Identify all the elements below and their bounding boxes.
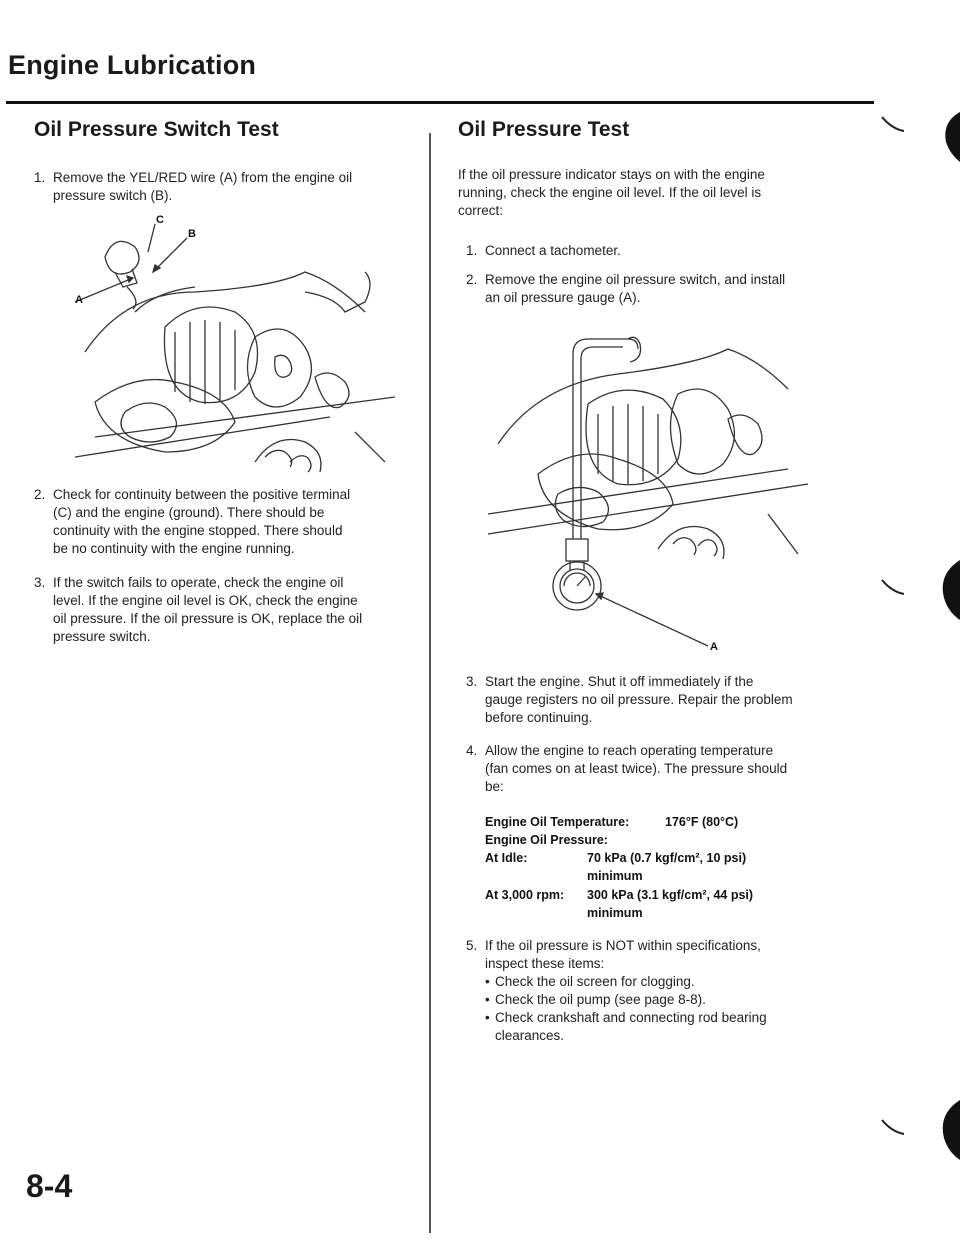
step-number: 2.: [34, 487, 46, 502]
step-number: 5.: [466, 938, 478, 953]
step-number: 1.: [34, 170, 46, 185]
step-number: 4.: [466, 743, 478, 758]
callout-a: A: [710, 641, 718, 653]
step-line: Remove the YEL/RED wire (A) from the engine oil: [53, 170, 353, 185]
binding-tab-mark: [880, 560, 960, 620]
step-line: oil pressure. If the oil pressure is OK, replace the oil: [53, 611, 363, 626]
intro-line: running, check the engine oil level. If the oil level is: [458, 185, 762, 200]
step-line: Allow the engine to reach operating temperature: [485, 743, 774, 758]
step-line: Connect a tachometer.: [485, 243, 621, 258]
page-title: Engine Lubrication: [8, 50, 257, 80]
spec-temp-label: Engine Oil Temperature:: [485, 815, 630, 829]
step-line: an oil pressure gauge (A).: [485, 290, 641, 305]
intro-line: If the oil pressure indicator stays on with the engine: [458, 167, 765, 182]
section-title-pressure-test: Oil Pressure Test: [458, 118, 630, 141]
checklist-item-continued: clearances.: [495, 1028, 565, 1043]
binding-tab-mark: [880, 112, 960, 162]
step-left-3: [34, 574, 424, 650]
oil-pressure-gauge-illustration: [478, 324, 823, 654]
step-line: pressure switch (B).: [53, 188, 173, 203]
spec-rpm-minimum: minimum: [587, 906, 643, 920]
step-right-4: [466, 742, 866, 800]
step-right-3: [466, 673, 866, 731]
spec-idle-value: 70 kPa (0.7 kgf/cm², 10 psi): [587, 851, 747, 865]
page-number: 8-4: [26, 1168, 73, 1204]
step-line: be:: [485, 779, 504, 794]
step-right-1: [466, 242, 866, 262]
step-line: pressure switch.: [53, 629, 151, 644]
step-left-1: [34, 169, 414, 209]
checklist-item: • Check the oil screen for clogging.: [485, 973, 865, 991]
step-number: 1.: [466, 243, 478, 258]
spec-idle-minimum: minimum: [587, 869, 643, 883]
title-rule: [6, 101, 874, 104]
spec-pressure-label: Engine Oil Pressure:: [485, 833, 608, 847]
section-title-switch-test: Oil Pressure Switch Test: [34, 118, 279, 141]
step-line: level. If the engine oil level is OK, check the engine: [53, 593, 358, 608]
spec-idle-label: At Idle:: [485, 851, 528, 865]
intro-paragraph: [458, 166, 858, 220]
step-line: If the switch fails to operate, check the engine oil: [53, 575, 344, 590]
intro-line: correct:: [458, 203, 504, 218]
step-number: 3.: [466, 674, 478, 689]
step-right-5: [466, 937, 866, 977]
step-line: Start the engine. Shut it off immediately if the: [485, 674, 754, 689]
step-line: gauge registers no oil pressure. Repair the problem: [485, 692, 793, 707]
callout-c: C: [156, 214, 164, 226]
step-right-2: [466, 271, 866, 311]
step-left-2: [34, 486, 424, 562]
pressure-switch-illustration: [75, 212, 410, 482]
checklist-item: • Check crankshaft and connecting rod bearing: [485, 1009, 865, 1027]
spec-temp-value: 176°F (80°C): [665, 815, 739, 829]
callout-a: A: [75, 294, 83, 306]
step-number: 3.: [34, 575, 46, 590]
step-line: be no continuity with the engine running.: [53, 541, 295, 556]
spec-rpm-value: 300 kPa (3.1 kgf/cm², 44 psi): [587, 888, 754, 902]
step-line: (C) and the engine (ground). There should be: [53, 505, 325, 520]
step-line: Remove the engine oil pressure switch, and install: [485, 272, 786, 287]
step-line: If the oil pressure is NOT within specifications,: [485, 938, 761, 953]
step-line: inspect these items:: [485, 956, 605, 971]
step-line: before continuing.: [485, 710, 593, 725]
spec-rpm-label: At 3,000 rpm:: [485, 888, 565, 902]
step-line: Check for continuity between the positive terminal: [53, 487, 351, 502]
binding-tab-mark: [880, 1100, 960, 1160]
callout-b: B: [188, 228, 196, 240]
step-line: (fan comes on at least twice). The pressure should: [485, 761, 788, 776]
inspection-checklist: [485, 973, 865, 1045]
checklist-item: • Check the oil pump (see page 8-8).: [485, 991, 865, 1009]
column-divider: [429, 133, 431, 1233]
step-number: 2.: [466, 272, 478, 287]
step-line: continuity with the engine stopped. There should: [53, 523, 343, 538]
